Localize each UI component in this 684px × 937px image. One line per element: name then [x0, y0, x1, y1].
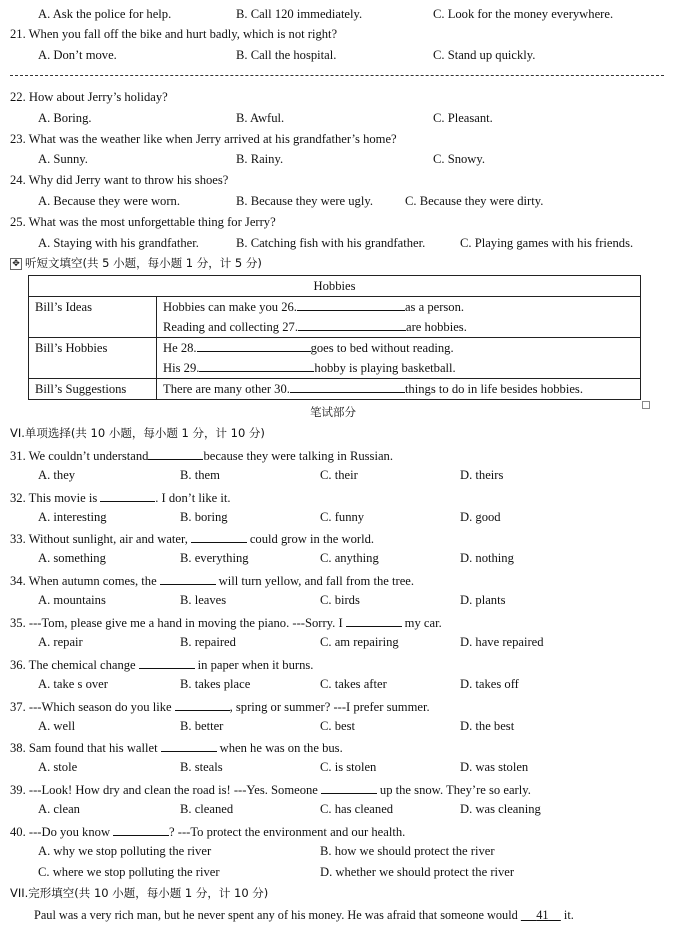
- q39-option-d: D. was cleaning: [460, 802, 541, 816]
- q39-question: 39. ---Look! How dry and clean the road is! ---Yes. Someone up the snow. They’re so early.: [10, 783, 531, 797]
- q37-option-b: B. better: [180, 719, 224, 733]
- q39-blank: [321, 781, 377, 794]
- q21-option-c: C. Stand up quickly.: [433, 48, 536, 62]
- table-resize-handle[interactable]: [642, 401, 650, 409]
- q22-option-c: C. Pleasant.: [433, 111, 493, 125]
- q36-option-b: B. takes place: [180, 677, 251, 691]
- q21-option-b: B. Call the hospital.: [236, 48, 337, 62]
- q20-option-b: B. Call 120 immediately.: [236, 7, 363, 21]
- q36-option-d: D. takes off: [460, 677, 519, 691]
- row-label-ideas: Bill’s Ideas: [29, 297, 157, 338]
- q37-question: 37. ---Which season do you like , spring or summer? ---I prefer summer.: [10, 700, 430, 714]
- row-content-suggestions: There are many other 30. things to do in life besides hobbies.: [157, 379, 641, 400]
- q34-blank: [160, 572, 216, 585]
- q33-option-d: D. nothing: [460, 551, 514, 565]
- q38-blank: [161, 739, 217, 752]
- q33-option-b: B. everything: [180, 551, 249, 565]
- q23-option-a: A. Sunny.: [38, 152, 88, 166]
- section-divider: [10, 75, 664, 76]
- q23-question: 23. What was the weather like when Jerry arrived at his grandfather’s home?: [10, 132, 397, 146]
- q38-option-a: A. stole: [38, 760, 78, 774]
- blank-27-line: Reading and collecting 27. are hobbies.: [163, 320, 467, 334]
- section-6-heading: VI.单项选择(共 10 小题，每小题 1 分，计 10 分): [10, 426, 265, 440]
- q25-option-c: C. Playing games with his friends.: [460, 236, 634, 250]
- listen-fill-heading-text: 听短文填空(共 5 小题，每小题 1 分，计 5 分): [25, 256, 262, 270]
- blank-26-line: Hobbies can make you 26. as a person.: [163, 300, 465, 314]
- q24-option-a: A. Because they were worn.: [38, 194, 180, 208]
- answer-blank-26[interactable]: [297, 298, 405, 311]
- q32-blank: [100, 489, 155, 502]
- row-label-suggestions: Bill’s Suggestions: [29, 379, 157, 400]
- q34-option-b: B. leaves: [180, 593, 227, 607]
- q35-option-a: A. repair: [38, 635, 83, 649]
- q33-option-c: C. anything: [320, 551, 379, 565]
- q36-question: 36. The chemical change in paper when it burns.: [10, 658, 314, 672]
- hobbies-table: [28, 275, 641, 400]
- q37-option-c: C. best: [320, 719, 355, 733]
- q40-option-a: A. why we stop polluting the river: [38, 844, 212, 858]
- q20-option-a: A. Ask the police for help.: [38, 7, 172, 21]
- q32-question: 32. This movie is . I don’t like it.: [10, 491, 231, 505]
- q31-option-b: B. them: [180, 468, 220, 482]
- table-title: Hobbies: [29, 276, 641, 297]
- q38-option-b: B. steals: [180, 760, 223, 774]
- q35-option-c: C. am repairing: [320, 635, 399, 649]
- q35-option-d: D. have repaired: [460, 635, 544, 649]
- q38-option-d: D. was stolen: [460, 760, 529, 774]
- q25-option-a: A. Staying with his grandfather.: [38, 236, 199, 250]
- q25-option-b: B. Catching fish with his grandfather.: [236, 236, 426, 250]
- q31-option-a: A. they: [38, 468, 76, 482]
- blank-28-line: He 28. goes to bed without reading.: [163, 341, 454, 355]
- q22-question: 22. How about Jerry’s holiday?: [10, 90, 168, 104]
- q35-blank: [346, 614, 402, 627]
- q40-option-c: C. where we stop polluting the river: [38, 865, 220, 879]
- row-content-hobbies: [157, 338, 641, 379]
- cloze-passage: Paul was a very rich man, but he never spent any of his money. He was afraid that someone would 41 it.: [34, 908, 574, 922]
- q21-question: 21. When you fall off the bike and hurt badly, which is not right?: [10, 27, 338, 41]
- q31-option-c: C. their: [320, 468, 358, 482]
- q36-option-a: A. take s over: [38, 677, 108, 691]
- q39-option-c: C. has cleaned: [320, 802, 394, 816]
- q32-option-c: C. funny: [320, 510, 365, 524]
- answer-blank-30[interactable]: [290, 380, 405, 393]
- q39-option-a: A. clean: [38, 802, 80, 816]
- q31-question: 31. We couldn’t understand because they were talking in Russian.: [10, 449, 393, 463]
- q34-option-d: D. plants: [460, 593, 506, 607]
- q24-question: 24. Why did Jerry want to throw his shoes?: [10, 173, 229, 187]
- q22-option-a: A. Boring.: [38, 111, 92, 125]
- q25-question: 25. What was the most unforgettable thing for Jerry?: [10, 215, 276, 229]
- written-part-title: 笔试部分: [310, 405, 356, 419]
- q37-blank: [175, 698, 230, 711]
- q20-option-c: C. Look for the money everywhere.: [433, 7, 614, 21]
- q38-option-c: C. is stolen: [320, 760, 377, 774]
- q21-option-a: A. Don’t move.: [38, 48, 117, 62]
- q31-blank: [148, 447, 203, 460]
- q40-blank: [113, 823, 169, 836]
- q38-question: 38. Sam found that his wallet when he was on the bus.: [10, 741, 343, 755]
- q36-blank: [139, 656, 195, 669]
- q32-option-d: D. good: [460, 510, 501, 524]
- answer-blank-28[interactable]: [197, 339, 311, 352]
- row-content-ideas: [157, 297, 641, 338]
- listen-fill-heading: [10, 256, 262, 271]
- q34-option-c: C. birds: [320, 593, 360, 607]
- q24-option-c: C. Because they were dirty.: [405, 194, 544, 208]
- q22-option-b: B. Awful.: [236, 111, 285, 125]
- q33-blank: [191, 530, 247, 543]
- q33-option-a: A. something: [38, 551, 106, 565]
- q35-option-b: B. repaired: [180, 635, 236, 649]
- row-label-hobbies: Bill’s Hobbies: [29, 338, 157, 379]
- q31-option-d: D. theirs: [460, 468, 504, 482]
- answer-blank-29[interactable]: [199, 359, 314, 372]
- q34-option-a: A. mountains: [38, 593, 106, 607]
- q40-option-b: B. how we should protect the river: [320, 844, 495, 858]
- q36-option-c: C. takes after: [320, 677, 387, 691]
- q32-option-b: B. boring: [180, 510, 228, 524]
- q23-option-c: C. Snowy.: [433, 152, 486, 166]
- q37-option-a: A. well: [38, 719, 76, 733]
- q40-option-d: D. whether we should protect the river: [320, 865, 515, 879]
- q32-option-a: A. interesting: [38, 510, 107, 524]
- q23-option-b: B. Rainy.: [236, 152, 284, 166]
- q40-question: 40. ---Do you know ? ---To protect the environment and our health.: [10, 825, 406, 839]
- cloze-blank-41: 41: [536, 908, 549, 922]
- move-handle-icon[interactable]: ✥: [10, 258, 22, 270]
- q33-question: 33. Without sunlight, air and water, could grow in the world.: [10, 532, 375, 546]
- q39-option-b: B. cleaned: [180, 802, 234, 816]
- q24-option-b: B. Because they were ugly.: [236, 194, 373, 208]
- section-7-heading: VII.完形填空(共 10 小题，每小题 1 分，计 10 分): [10, 886, 269, 900]
- q35-question: 35. ---Tom, please give me a hand in moving the piano. ---Sorry. I my car.: [10, 616, 442, 630]
- answer-blank-27[interactable]: [298, 318, 406, 331]
- q34-question: 34. When autumn comes, the will turn yellow, and fall from the tree.: [10, 574, 415, 588]
- q37-option-d: D. the best: [460, 719, 515, 733]
- blank-29-line: His 29. hobby is playing basketball.: [163, 361, 456, 375]
